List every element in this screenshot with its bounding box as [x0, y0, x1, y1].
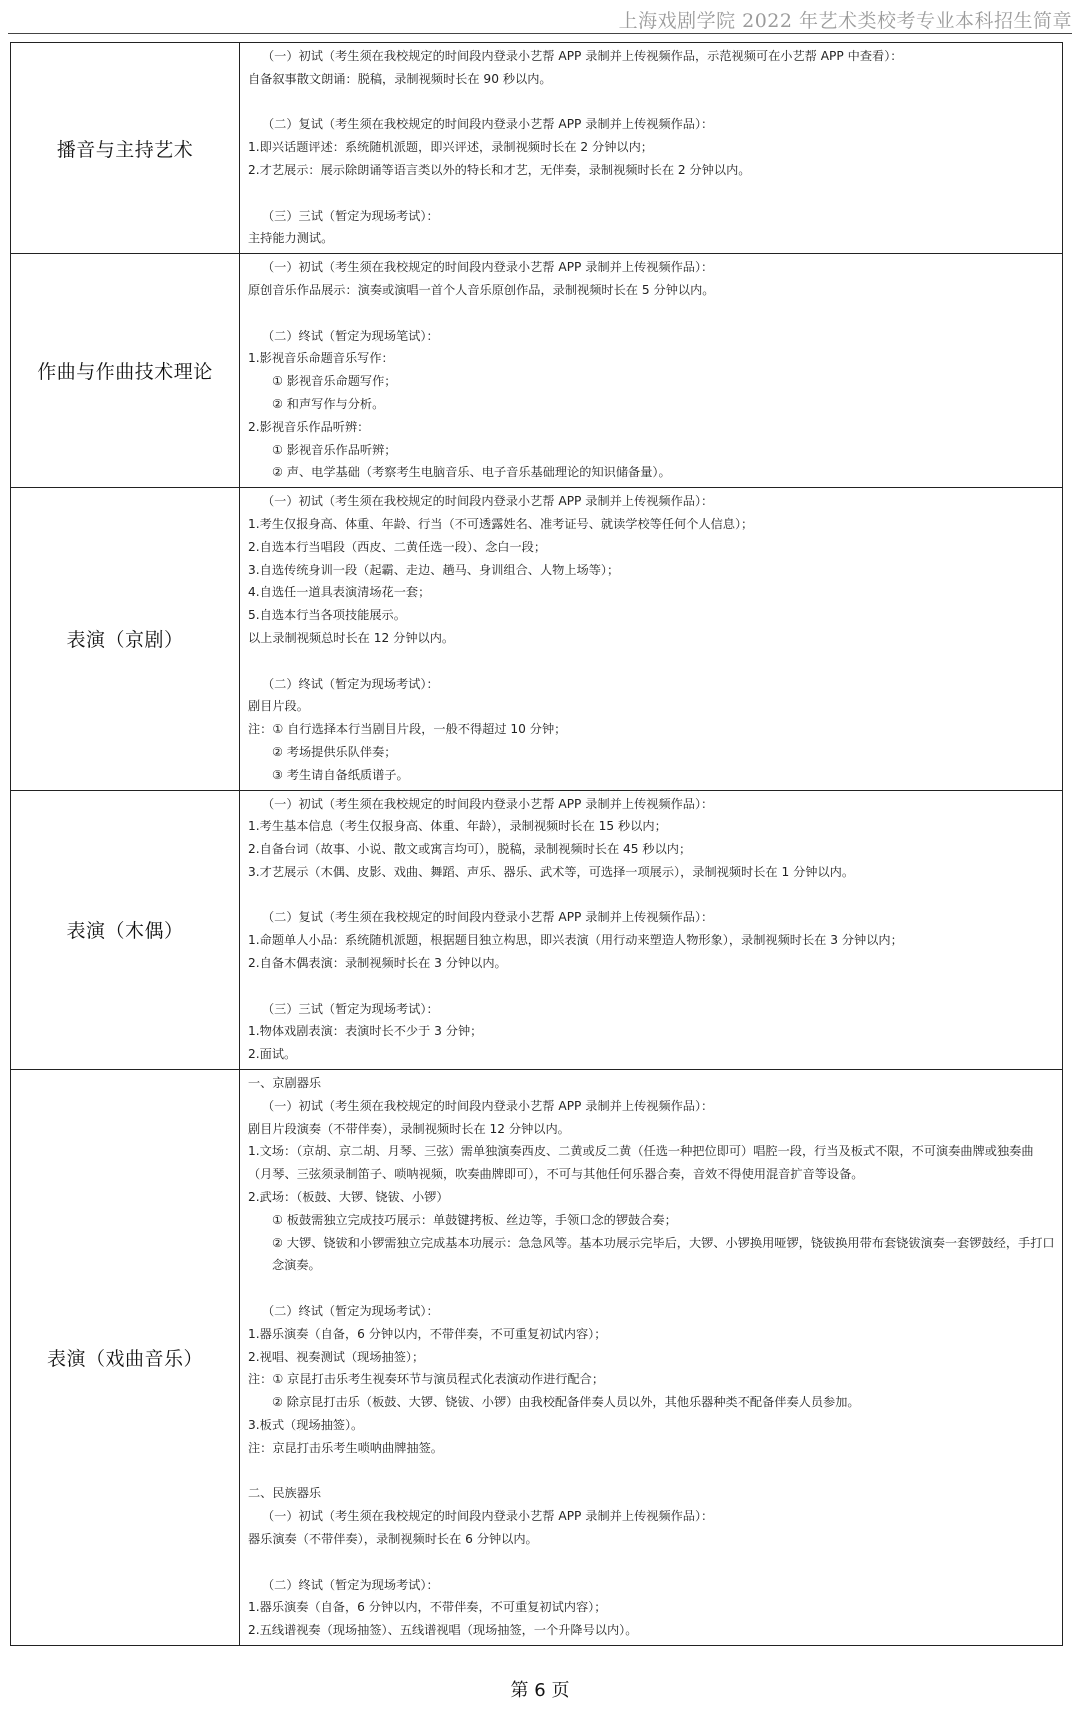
content-line: 器乐演奏（不带伴奏），录制视频时长在 6 分钟以内。	[248, 1532, 538, 1546]
content-line: （一）初试（考生须在我校规定的时间段内登录小艺帮 APP 录制并上传视频作品）：	[262, 260, 714, 275]
blank-line	[248, 884, 1056, 907]
content-line: 剧目片段演奏（不带伴奏），录制视频时长在 12 分钟以内。	[248, 1121, 570, 1136]
content-line: （一）初试（考生须在我校规定的时间段内登录小艺帮 APP 录制并上传视频作品）：	[262, 494, 714, 509]
content-line: 原创音乐作品展示：演奏或演唱一首个人音乐原创作品，录制视频时长在 5 分钟以内。	[248, 282, 715, 297]
content-line: 1.器乐演奏（自备，6 分钟以内，不带伴奏，不可重复初试内容）；	[248, 1326, 607, 1341]
content-line: 2.自备木偶表演：录制视频时长在 3 分钟以内。	[248, 956, 507, 971]
content-line: （一）初试（考生须在我校规定的时间段内登录小艺帮 APP 录制并上传视频作品）：	[262, 1509, 714, 1524]
content-line: （一）初试（考生须在我校规定的时间段内登录小艺帮 APP 录制并上传视频作品，示范视频可在小艺帮 APP 中查看）：	[262, 49, 903, 63]
header-divider	[8, 33, 1072, 34]
table-row	[11, 43, 1063, 254]
content-line: （二）终试（暂定为现场笔试）：	[262, 328, 439, 343]
content-line: 注：① 自行选择本行当剧目片段，一般不得超过 10 分钟；	[248, 722, 567, 737]
content-line: 2.自选本行当唱段（西皮、二黄任选一段）、念白一段；	[248, 539, 547, 554]
content-line: （二）复试（考生须在我校规定的时间段内登录小艺帮 APP 录制并上传视频作品）：	[262, 910, 714, 925]
content-line: （一）初试（考生须在我校规定的时间段内登录小艺帮 APP 录制并上传视频作品）：	[262, 1098, 714, 1113]
content-line: 1.考生仅报身高、体重、年龄、行当（不可透露姓名、准考证号、就读学校等任何个人信息）；	[248, 516, 754, 531]
content-line: ② 声、电学基础（考察考生电脑音乐、电子音乐基础理论的知识储备量）。	[272, 465, 671, 480]
content-line: 1.影视音乐命题音乐写作：	[248, 351, 394, 366]
content-line: 2.视唱、视奏测试（现场抽签）；	[248, 1349, 425, 1364]
content-line: 1.考生基本信息（考生仅报身高、体重、年龄），录制视频时长在 15 秒以内；	[248, 819, 667, 834]
content-line: 5.自选本行当各项技能展示。	[248, 608, 406, 623]
blank-line	[248, 975, 1056, 998]
exam-content	[240, 488, 1063, 789]
blank-line	[248, 1460, 1056, 1483]
exam-content	[240, 1070, 1063, 1645]
content-line: 剧目片段。	[248, 699, 309, 714]
content-line: 4.自选任一道具表演清场花一套；	[248, 585, 431, 600]
content-line: 2.自备台词（故事、小说、散文或寓言均可），脱稿，录制视频时长在 45 秒以内；	[248, 842, 692, 857]
exam-content	[240, 254, 1063, 487]
exam-requirements-table	[10, 42, 1063, 1646]
content-line: 注：京昆打击乐考生唢呐曲牌抽签。	[248, 1440, 443, 1455]
content-line: （二）终试（暂定为现场考试）：	[262, 1304, 439, 1319]
content-line: 2.面试。	[248, 1047, 297, 1062]
content-line: 2.武场：（板鼓、大锣、铙钹、小锣）	[248, 1190, 449, 1205]
content-line: （三）三试（暂定为现场考试）：	[262, 1001, 439, 1016]
table-row	[11, 1070, 1063, 1646]
content-line: 二、民族器乐	[248, 1486, 322, 1501]
content-line: （二）终试（暂定为现场考试）：	[262, 676, 439, 691]
content-line: 3.自选传统身训一段（起霸、走边、趟马、身训组合、人物上场等）；	[248, 562, 620, 577]
blank-line	[248, 91, 1056, 114]
major-name: 播音与主持艺术	[11, 43, 240, 253]
content-line: 1.器乐演奏（自备，6 分钟以内，不带伴奏，不可重复初试内容）；	[248, 1600, 607, 1615]
blank-line	[248, 650, 1056, 673]
content-line: 3.板式（现场抽签）。	[248, 1418, 364, 1433]
content-line: （一）初试（考生须在我校规定的时间段内登录小艺帮 APP 录制并上传视频作品）：	[262, 796, 714, 811]
major-name: 表演（木偶）	[11, 791, 240, 1070]
blank-line	[248, 1277, 1056, 1300]
content-line: 1.命题单人小品：系统随机派题，根据题目独立构思，即兴表演（用行动来塑造人物形象），录制视频时长在 3 分钟以内；	[248, 933, 903, 948]
content-line: （三）三试（暂定为现场考试）：	[262, 208, 439, 223]
content-line: ② 大锣、铙钹和小锣需独立完成基本功展示：急急风等。基本功展示完毕后，大锣、小锣换用哑锣，铙钹换用带布套铙钹演奏一套锣鼓经，手打口念演奏。	[272, 1235, 1055, 1273]
content-line: 以上录制视频总时长在 12 分钟以内。	[248, 630, 455, 645]
content-line: （二）复试（考生须在我校规定的时间段内登录小艺帮 APP 录制并上传视频作品）：	[262, 117, 714, 132]
content-line: 注：① 京昆打击乐考生视奏环节与演员程式化表演动作进行配合；	[248, 1372, 605, 1387]
content-line: 1.文场：（京胡、京二胡、月琴、三弦）需单独演奏西皮、二黄或反二黄（任选一种把位即可）唱腔一段，行当及板式不限，不可演奏曲牌或独奏曲（月琴、三弦须录制笛子、唢呐视频，吹奏曲牌即可），不可与其他任何乐器合奏，音效不得使用混音扩音等设备。	[248, 1144, 1034, 1182]
content-line: ① 板鼓需独立完成技巧展示：单鼓键拷板、丝边等，手领口念的锣鼓合奏；	[272, 1212, 677, 1227]
table-row	[11, 488, 1063, 790]
content-line: 2.才艺展示：展示除朗诵等语言类以外的特长和才艺，无伴奏，录制视频时长在 2 分钟以内。	[248, 162, 751, 177]
content-line: ② 和声写作与分析。	[272, 396, 385, 411]
table-row	[11, 791, 1063, 1071]
table-row	[11, 254, 1063, 488]
content-line: 自备叙事散文朗诵：脱稿，录制视频时长在 90 秒以内。	[248, 71, 552, 86]
major-name: 表演（京剧）	[11, 488, 240, 789]
content-line: ① 影视音乐作品听辨；	[272, 442, 397, 457]
content-line: 2.影视音乐作品听辨：	[248, 419, 370, 434]
blank-line	[248, 182, 1056, 205]
major-name: 表演（戏曲音乐）	[11, 1070, 240, 1645]
exam-content	[240, 791, 1063, 1070]
content-line: ① 影视音乐命题写作；	[272, 374, 397, 389]
content-line: 3.才艺展示（木偶、皮影、戏曲、舞蹈、声乐、器乐、武术等，可选择一项展示），录制视频时长在 1 分钟以内。	[248, 864, 855, 879]
content-line: ② 考场提供乐队伴奏；	[272, 744, 397, 759]
content-line: ② 除京昆打击乐（板鼓、大锣、铙钹、小锣）由我校配备伴奏人员以外，其他乐器种类不配备伴奏人员参加。	[272, 1395, 860, 1410]
content-line: 1.物体戏剧表演：表演时长不少于 3 分钟；	[248, 1024, 483, 1039]
content-line: 1.即兴话题评述：系统随机派题，即兴评述，录制视频时长在 2 分钟以内；	[248, 140, 653, 155]
blank-line	[248, 1551, 1056, 1574]
content-line: （二）终试（暂定为现场考试）：	[262, 1577, 439, 1592]
exam-content	[240, 43, 1063, 253]
content-line: 一、京剧器乐	[248, 1076, 322, 1091]
content-line: ③ 考生请自备纸质谱子。	[272, 767, 409, 782]
page-header	[0, 0, 1080, 34]
major-name: 作曲与作曲技术理论	[11, 254, 240, 487]
document-title: 上海戏剧学院 2022 年艺术类校考专业本科招生简章	[618, 10, 1072, 32]
content-line: 2.五线谱视奏（现场抽签）、五线谱视唱（现场抽签，一个升降号以内）。	[248, 1623, 638, 1638]
blank-line	[248, 302, 1056, 325]
page-number: 第 6 页	[510, 1680, 570, 1701]
content-line: 主持能力测试。	[248, 231, 334, 246]
